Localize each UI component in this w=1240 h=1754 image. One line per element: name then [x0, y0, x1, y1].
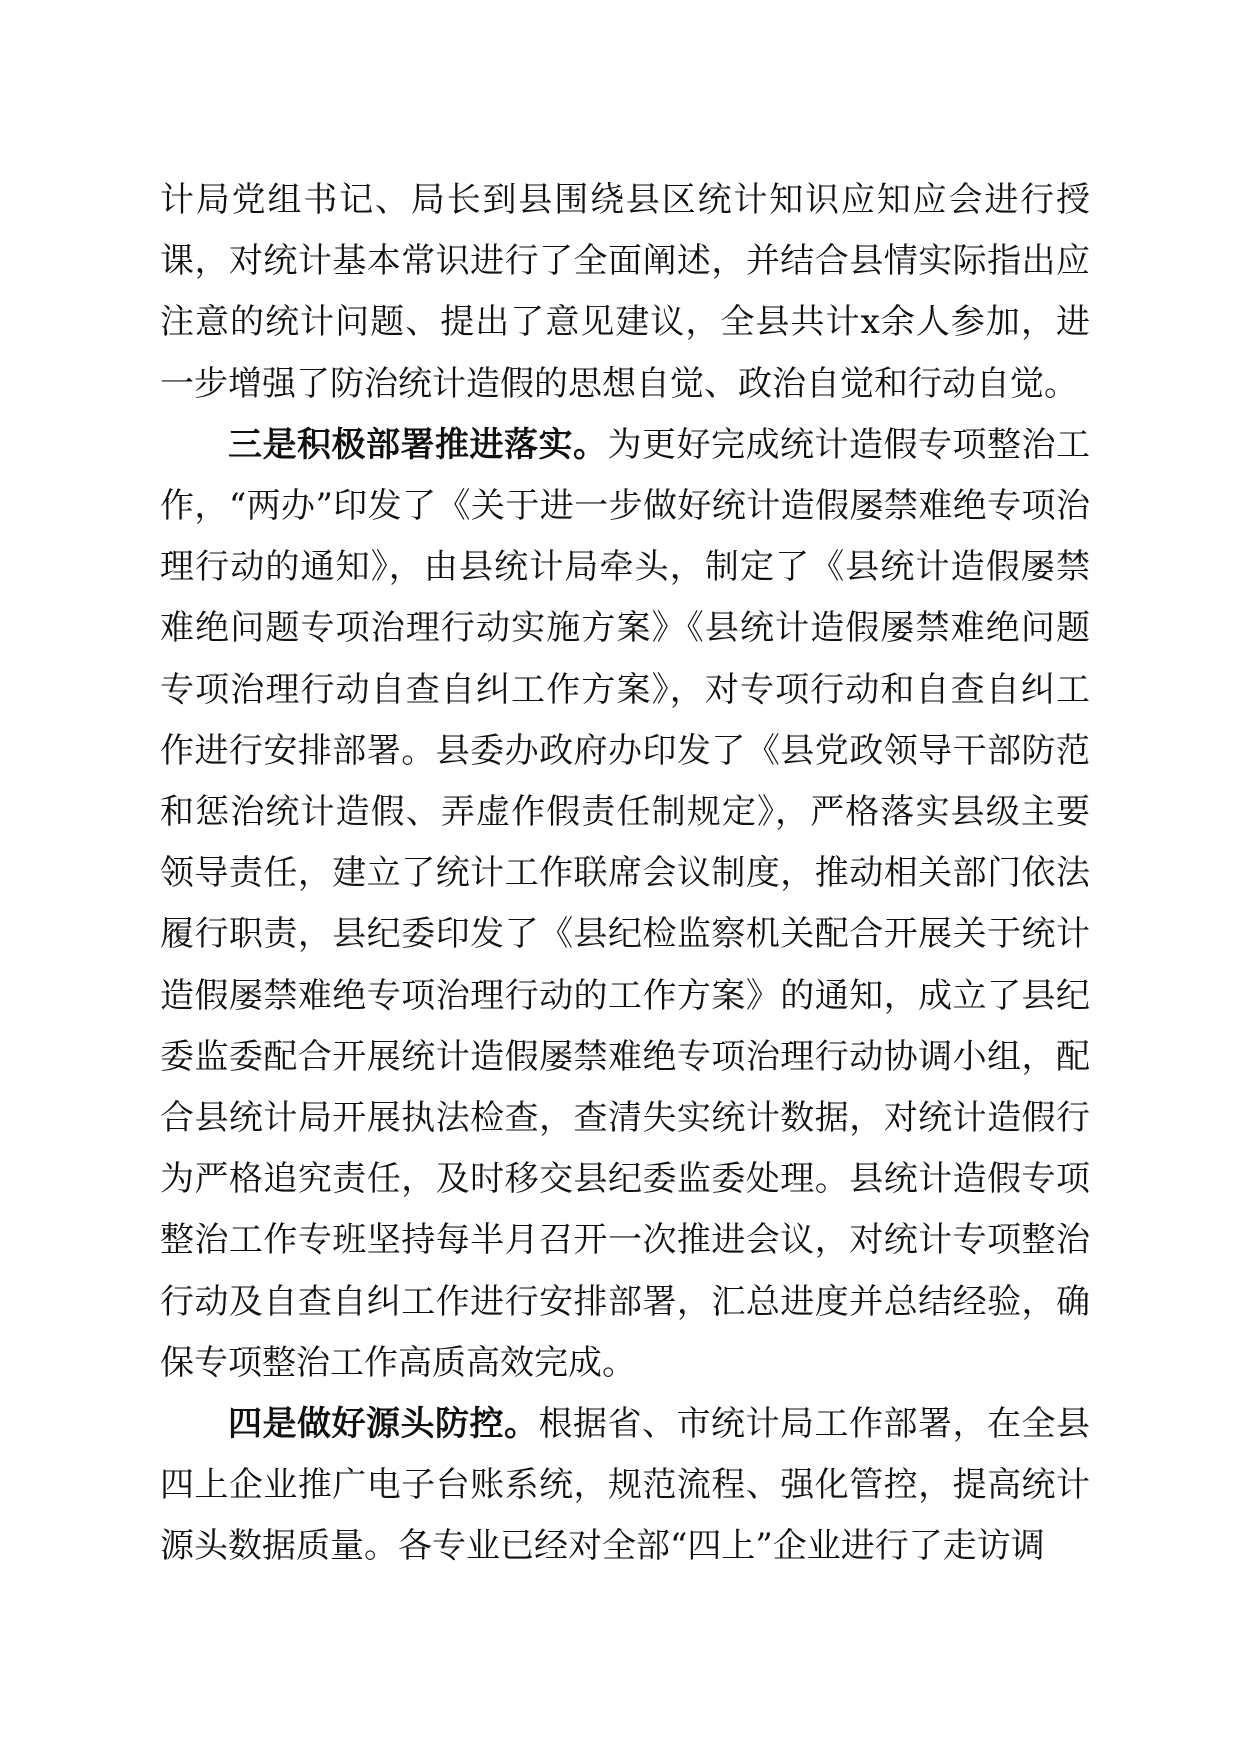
paragraph-text: 根据省、市统计局工作部署，在全县四上企业推广电子台账系统，规范流程、强化管控，提高统计源头数据质量。各专业已经对全部“四上”企业进行了走访调 — [160, 1404, 1090, 1567]
paragraph-four — [160, 1394, 1090, 1578]
paragraph-three — [160, 415, 1090, 1394]
document-body — [160, 170, 1090, 1578]
paragraph-text: 为更好完成统计造假专项整治工作，“两办”印发了《关于进一步做好统计造假屡禁难绝专项治理行动的通知》，由县统计局牵头，制定了《县统计造假屡禁难绝问题专项治理行动实施方案》《县统计造假屡禁难绝问题专项治理行动自查自纠工作方案》，对专项行动和自查自纠工作进行安排部署。县委办政府办印发了《县党政领导干部防范和惩治统计造假、弄虚作假责任制规定》，严格落实县级主要领导责任，建立了统计工作联席会议制度，推动相关部门依法履行职责，县纪委印发了《县纪检监察机关配合开展关于统计造假屡禁难绝专项治理行动的工作方案》的通知，成立了县纪委监委配合开展统计造假屡禁难绝专项治理行动协调小组，配合县统计局开展执法检查，查清失实统计数据，对统计造假行为严格追究责任，及时移交县纪委监委处理。县统计造假专项整治工作专班坚持每半月召开一次推进会议，对统计专项整治行动及自查自纠工作进行安排部署，汇总进度并总结经验，确保专项整治工作高质高效完成。 — [160, 424, 1090, 1383]
paragraph-lead: 三是积极部署推进落实。 — [228, 424, 608, 465]
paragraph-text: 计局党组书记、局长到县围绕县区统计知识应知应会进行授课，对统计基本常识进行了全面阐述，并结合县情实际指出应注意的统计问题、提出了意见建议，全县共计x余人参加，进一步增强了防治统计造假的思想自觉、政治自觉和行动自觉。 — [160, 180, 1090, 404]
paragraph-lead: 四是做好源头防控。 — [228, 1404, 539, 1445]
paragraph-continued — [160, 170, 1090, 415]
